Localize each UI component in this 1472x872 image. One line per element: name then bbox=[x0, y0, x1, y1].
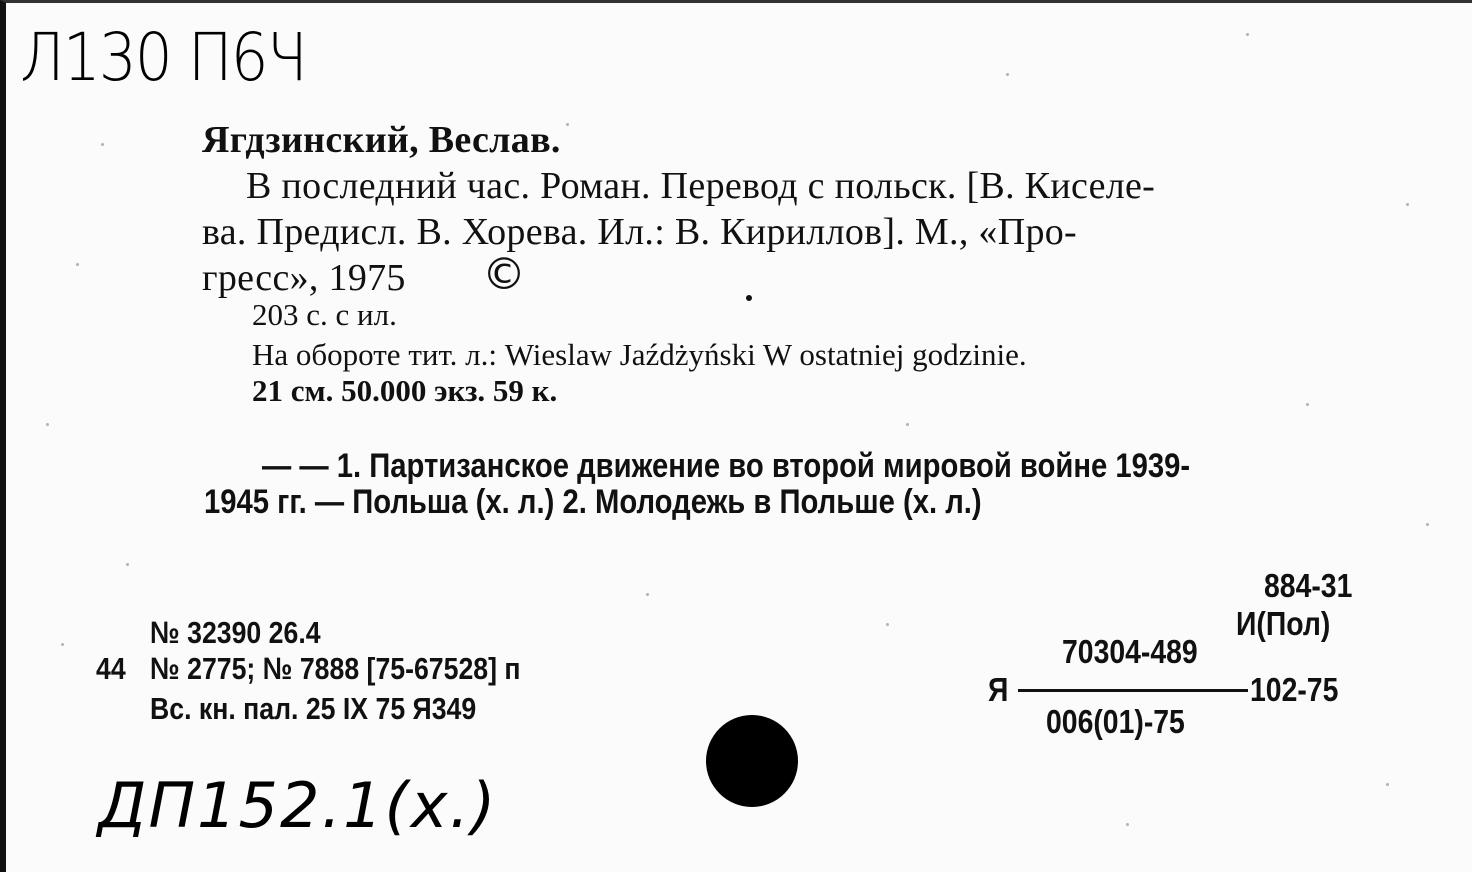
record-line-2: № 2775; № 7888 [75-67528] п bbox=[150, 651, 521, 686]
subject-line-2: 1945 гг. — Польша (х. л.) 2. Молодежь в Польше (х. л.) bbox=[204, 483, 982, 521]
collation: 203 с. с ил. bbox=[252, 297, 397, 332]
classification-code-top: 884-31 bbox=[1264, 567, 1353, 604]
classification-code-second: И(Пол) bbox=[1236, 605, 1331, 642]
title-line-3: гресс», 1975 bbox=[202, 257, 406, 299]
fraction-line bbox=[1018, 689, 1248, 692]
handwritten-shelf-mark: ДП152.1(х.) bbox=[98, 769, 498, 842]
classification-numerator: 70304-489 bbox=[1062, 633, 1198, 670]
original-title-note: На обороте тит. л.: Wieslaw Jaźdżyński W ostatniej godzinie. bbox=[252, 337, 1027, 372]
author-heading: Ягдзинский, Веслав. bbox=[202, 119, 561, 161]
classification-prefix: Я bbox=[988, 671, 1009, 708]
record-line-1: № 32390 26.4 bbox=[150, 615, 321, 650]
punch-hole bbox=[706, 715, 798, 807]
subject-line-1: — — 1. Партизанское движение во второй мировой войне 1939- bbox=[262, 447, 1191, 485]
record-line-3: Вс. кн. пал. 25 IX 75 Я349 bbox=[150, 691, 477, 726]
record-line-2-prefix: 44 bbox=[96, 651, 126, 686]
title-line-2: ва. Предисл. В. Хорева. Ил.: В. Кириллов]. М., «Про- bbox=[202, 211, 1078, 253]
title-line-1: В последний час. Роман. Перевод с польск. [В. Киселе- bbox=[246, 165, 1156, 207]
copyright-symbol: © bbox=[482, 249, 526, 300]
classification-suffix: 102-75 bbox=[1250, 671, 1339, 708]
classification-denominator: 006(01)-75 bbox=[1046, 703, 1185, 740]
size-price: 21 см. 50.000 экз. 59 к. bbox=[252, 373, 558, 408]
handwritten-call-number: Л130 П6Ч bbox=[20, 19, 306, 96]
